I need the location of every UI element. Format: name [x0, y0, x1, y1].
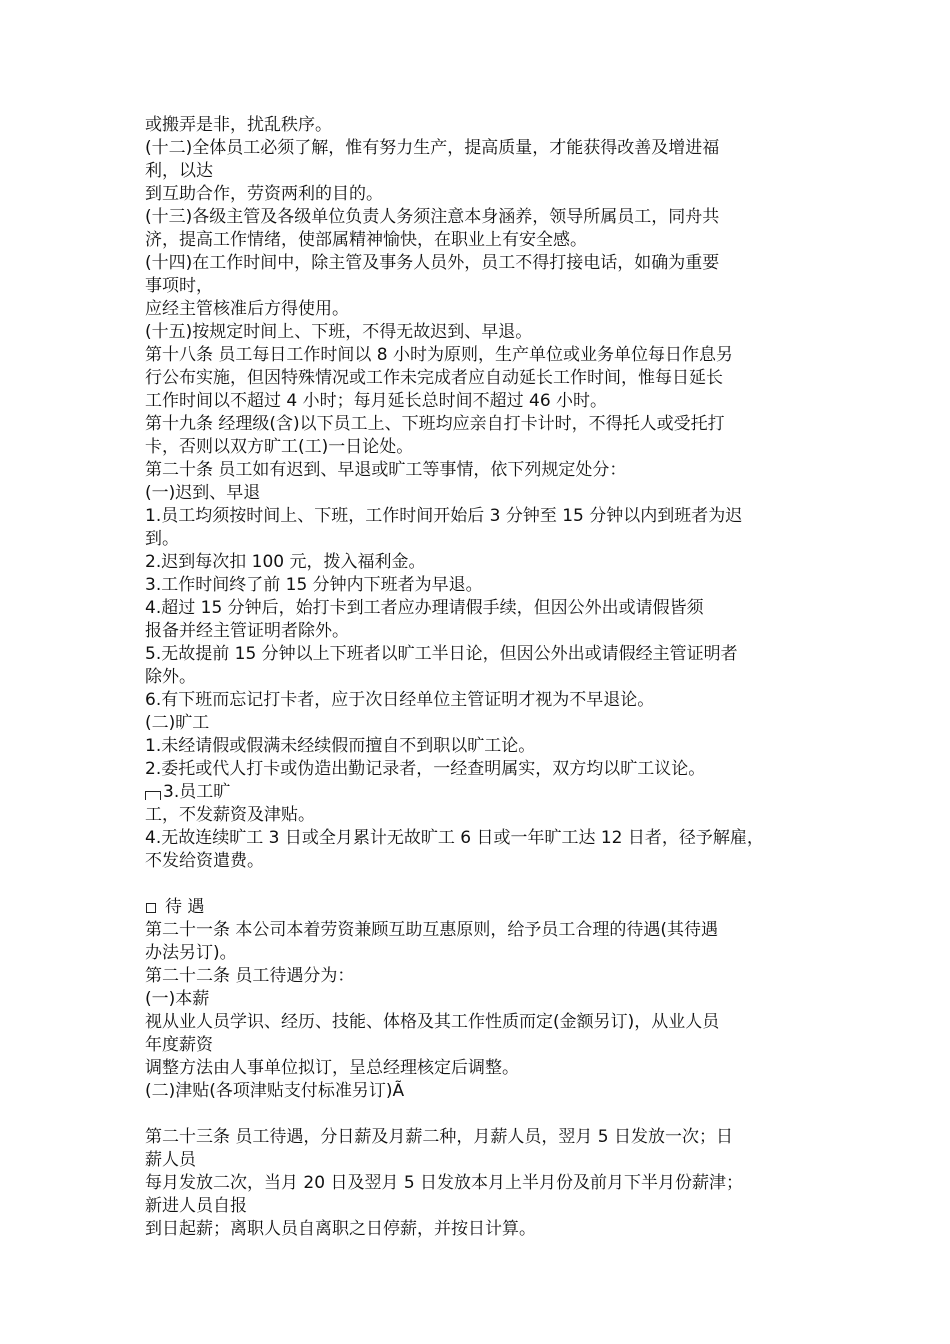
bracket-mark-icon — [145, 791, 161, 800]
text-line: 到。 — [145, 529, 179, 549]
text-line: 报备并经主管证明者除外。 — [145, 621, 349, 641]
text-line: 第二十三条 员工待遇，分日薪及月薪二种，月薪人员，翌月 5 日发放一次；日 — [145, 1127, 734, 1147]
rules-block-d — [145, 1126, 825, 1241]
blank-line — [145, 873, 825, 896]
text-line: 2.迟到每次扣 100 元，拨入福利金。 — [145, 552, 426, 572]
text-line: 工作时间以不超过 4 小时；每月延长总时间不超过 46 小时。 — [145, 391, 608, 411]
section-title: 待 遇 — [165, 897, 205, 917]
rules-block-c — [145, 919, 825, 1103]
text-line-marked: 3.员工旷 — [145, 781, 825, 804]
text-line: 第十九条 经理级(含)以下员工上、下班均应亲自打卡计时，不得托人或受托打 — [145, 414, 725, 434]
text-line: 视从业人员学识、经历、技能、体格及其工作性质而定(金额另订)，从业人员 — [145, 1012, 720, 1032]
text-line: 4.无故连续旷工 3 日或全月累计无故旷工 6 日或一年旷工达 12 日者，径予解雇， — [145, 828, 764, 848]
text-line: 到互助合作，劳资两利的目的。 — [145, 184, 383, 204]
text-line: (十三)各级主管及各级单位负责人务须注意本身涵养，领导所属员工，同舟共 — [145, 207, 720, 227]
blank-line — [145, 1103, 825, 1126]
text-line: 1.未经请假或假满未经续假而擅自不到职以旷工论。 — [145, 736, 536, 756]
text-line: 事项时， — [145, 276, 213, 296]
text-line: 调整方法由人事单位拟订，呈总经理核定后调整。 — [145, 1058, 519, 1078]
rules-block-a — [145, 114, 825, 781]
text-line: 利，以达 — [145, 161, 213, 181]
text-line: 4.超过 15 分钟后，始打卡到工者应办理请假手续，但因公外出或请假皆须 — [145, 598, 704, 618]
text-line: 5.无故提前 15 分钟以上下班者以旷工半日论，但因公外出或请假经主管证明者 — [145, 644, 738, 664]
text-line: 薪人员 — [145, 1150, 196, 1170]
text-line: (十五)按规定时间上、下班，不得无故迟到、早退。 — [145, 322, 533, 342]
text-line: 新进人员自报 — [145, 1196, 247, 1216]
text-line: 3.工作时间终了前 15 分钟内下班者为早退。 — [145, 575, 483, 595]
text-line: 除外。 — [145, 667, 196, 687]
text-line: (一)迟到、早退 — [145, 483, 261, 503]
text-line: 或搬弄是非，扰乱秩序。 — [145, 115, 332, 135]
text-line: 每月发放二次，当月 20 日及翌月 5 日发放本月上半月份及前月下半月份薪津； — [145, 1173, 744, 1193]
section-heading — [145, 896, 825, 919]
text-line: 6.有下班而忘记打卡者，应于次日经单位主管证明才视为不早退论。 — [145, 690, 655, 710]
text-line: 第二十二条 员工待遇分为： — [145, 966, 355, 986]
text-line: 办法另订)。 — [145, 943, 237, 963]
document-page — [145, 114, 825, 1241]
text-line: 行公布实施，但因特殊情况或工作未完成者应自动延长工作时间，惟每日延长 — [145, 368, 723, 388]
text-line: 卡，否则以双方旷工(工)一日论处。 — [145, 437, 414, 457]
text-line: 济，提高工作情绪，使部属精神愉快，在职业上有安全感。 — [145, 230, 587, 250]
text-line: 应经主管核准后方得使用。 — [145, 299, 349, 319]
text-line: (十二)全体员工必须了解，惟有努力生产，提高质量，才能获得改善及增进福 — [145, 138, 720, 158]
text-line: 第十八条 员工每日工作时间以 8 小时为原则，生产单位或业务单位每日作息另 — [145, 345, 734, 365]
text-line: (二)津贴(各项津贴支付标准另订)Ã — [145, 1081, 405, 1101]
text-line: 工，不发薪资及津贴。 — [145, 805, 315, 825]
rules-block-b — [145, 804, 825, 873]
text-line: 第二十一条 本公司本着劳资兼顾互助互惠原则，给予员工合理的待遇(其待遇 — [145, 920, 719, 940]
text-line: 年度薪资 — [145, 1035, 213, 1055]
text-line: 1.员工均须按时间上、下班，工作时间开始后 3 分钟至 15 分钟以内到班者为迟 — [145, 506, 743, 526]
text-line: 不发给资遣费。 — [145, 851, 264, 871]
square-bullet-icon — [146, 903, 156, 913]
text-line: 第二十条 员工如有迟到、早退或旷工等事情，依下列规定处分： — [145, 460, 627, 480]
text-line: (二)旷工 — [145, 713, 210, 733]
text-line: 到日起薪；离职人员自离职之日停薪，并按日计算。 — [145, 1219, 536, 1239]
text-line: (一)本薪 — [145, 989, 210, 1009]
text-line: 2.委托或代人打卡或伪造出勤记录者，一经查明属实，双方均以旷工议论。 — [145, 759, 706, 779]
text-line: (十四)在工作时间中，除主管及事务人员外，员工不得打接电话，如确为重要 — [145, 253, 720, 273]
